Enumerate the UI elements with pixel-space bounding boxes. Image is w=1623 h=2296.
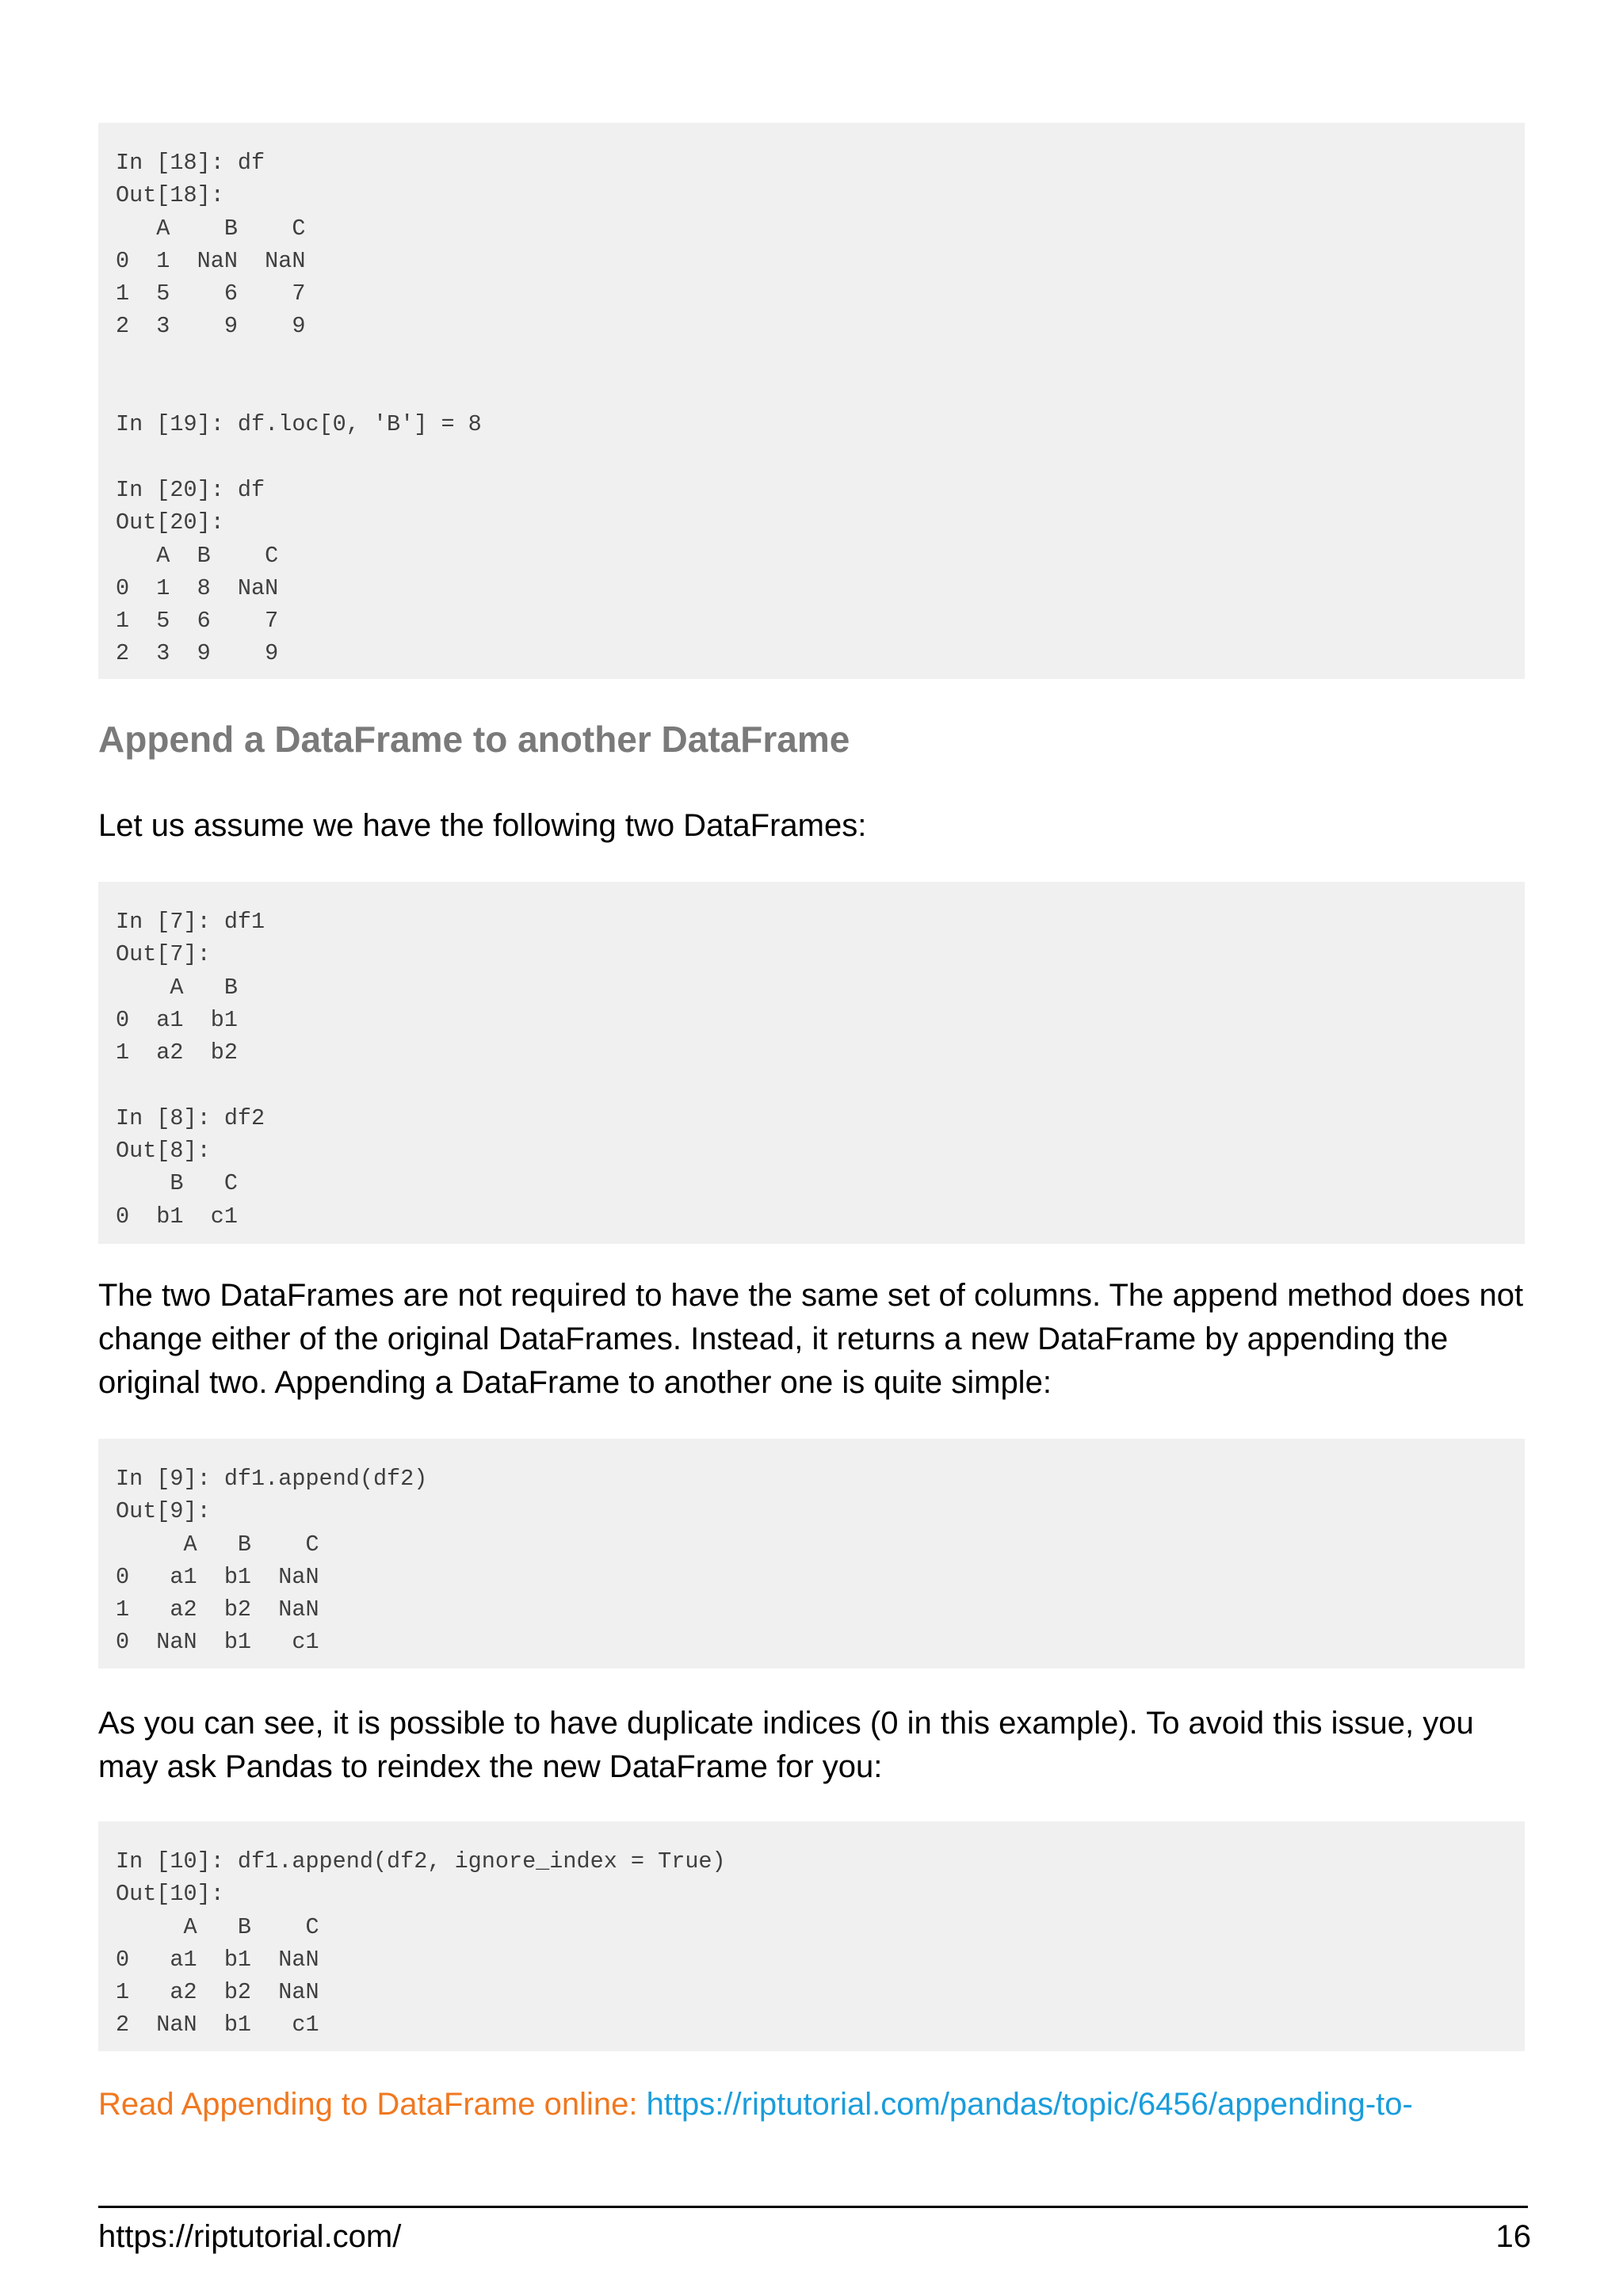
append-explanation-paragraph: The two DataFrames are not required to have the same set of columns. The append method does not change either of the original DataFrames. Instead, it returns a new DataFrame by appending the original two. Appending a DataFrame to another one is quite simple: [98,1278,1524,1400]
topic-link[interactable]: https://riptutorial.com/pandas/topic/6456/appending-to- [646,2087,1413,2122]
code-block-set-value: In [18]: df Out[18]: A B C 0 1 NaN NaN 1 5 6 7 2 3 9 9 In [19]: df.loc[0, 'B'] = 8 In [20]: df Out[20]: A B C 0 1 8 NaN 1 5 6 7 2 3 9 9 [98,123,1525,679]
footer-divider [98,2206,1528,2208]
duplicate-indices-paragraph: As you can see, it is possible to have duplicate indices (0 in this example). To avoid this issue, you may ask Pandas to reindex the new DataFrame for you: [98,1706,1474,1784]
page-number: 16 [1495,2219,1531,2254]
read-online-label: Read Appending to DataFrame online: [98,2087,647,2122]
code-block-append-ignore-index: In [10]: df1.append(df2, ignore_index = True) Out[10]: A B C 0 a1 b1 NaN 1 a2 b2 NaN 2 NaN b1 c1 [98,1821,1525,2051]
section-heading: Append a DataFrame to another DataFrame [98,719,850,760]
footer-url: https://riptutorial.com/ [98,2219,402,2254]
code-block-append: In [9]: df1.append(df2) Out[9]: A B C 0 a1 b1 NaN 1 a2 b2 NaN 0 NaN b1 c1 [98,1439,1525,1669]
intro-paragraph: Let us assume we have the following two DataFrames: [98,808,867,843]
read-online-line [98,2083,1413,2126]
code-block-two-dataframes: In [7]: df1 Out[7]: A B 0 a1 b1 1 a2 b2 In [8]: df2 Out[8]: B C 0 b1 c1 [98,882,1525,1244]
